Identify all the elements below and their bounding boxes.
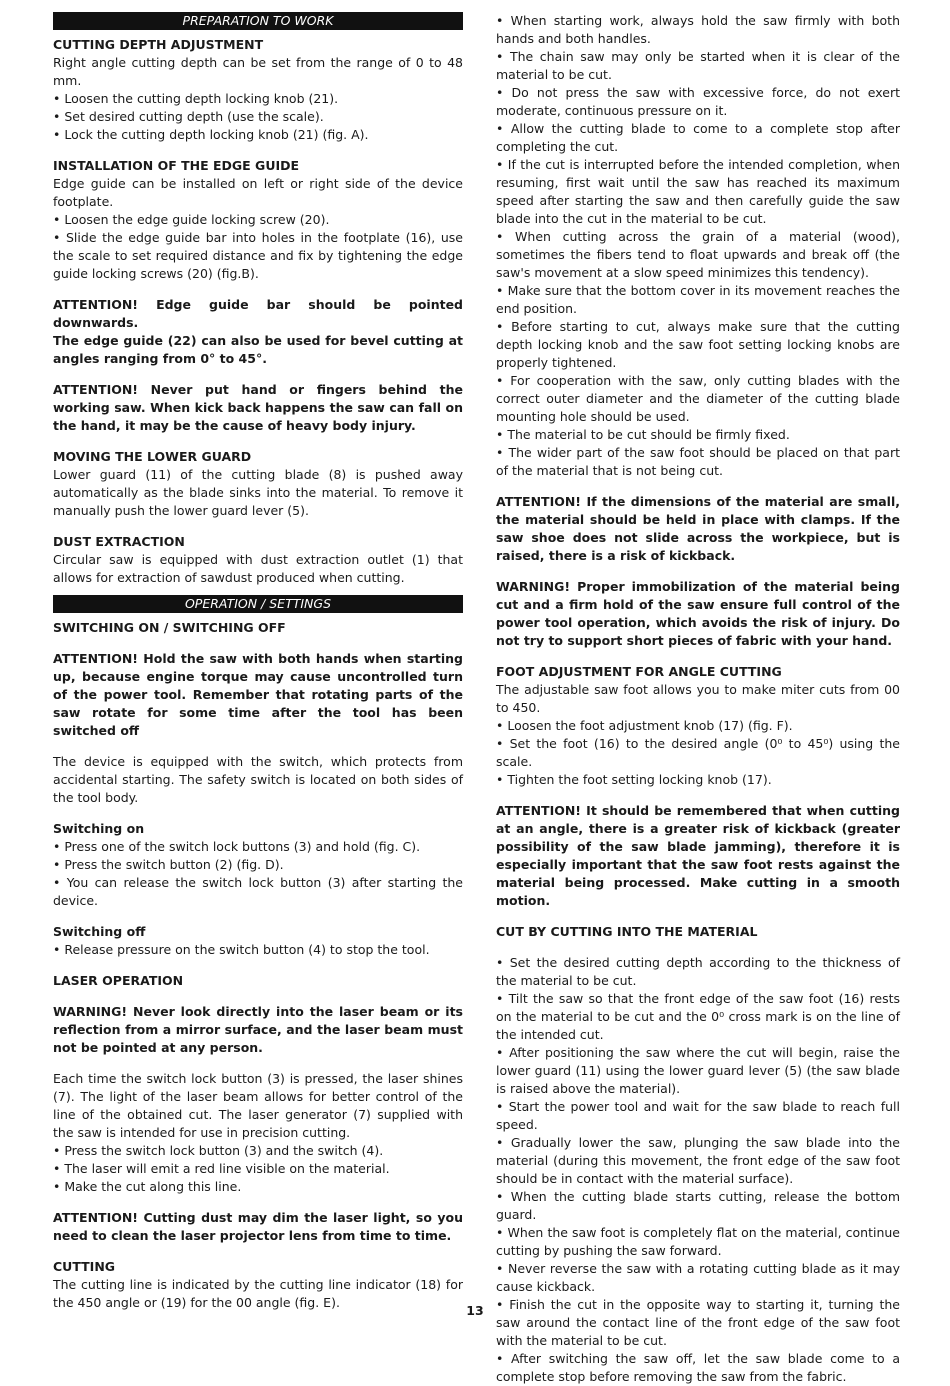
spacer <box>496 789 900 802</box>
body-paragraph: • Slide the edge guide bar into holes in the footplate (16), use the scale to set required distance and fix by tightening the edge guide locking screws (20) (fig.B). <box>53 230 463 281</box>
spacer <box>496 480 900 493</box>
body-paragraph: • The material to be cut should be firmly fixed. <box>496 427 790 442</box>
section-heading: Switching off <box>53 924 146 939</box>
spacer <box>53 637 463 650</box>
warning-paragraph: The edge guide (22) can also be used for bevel cutting at angles ranging from 0° to 45°. <box>53 333 463 366</box>
spacer <box>53 283 463 296</box>
spacer <box>53 144 463 157</box>
body-paragraph: • The laser will emit a red line visible on the material. <box>53 1161 390 1176</box>
body-paragraph: • Loosen the edge guide locking screw (20). <box>53 212 330 227</box>
body-paragraph: Circular saw is equipped with dust extraction outlet (1) that allows for extraction of sawdust produced when cutting. <box>53 552 463 585</box>
section-banner: OPERATION / SETTINGS <box>53 595 463 613</box>
body-paragraph: • When cutting across the grain of a material (wood), sometimes the fibers tend to float upwards and break off (the saw's movement at a slow speed minimizes this tendency). <box>496 229 900 280</box>
section-heading: FOOT ADJUSTMENT FOR ANGLE CUTTING <box>496 664 782 679</box>
body-paragraph: • Before starting to cut, always make sure that the cutting depth locking knob and the saw foot setting locking knobs are properly tightened. <box>496 319 900 370</box>
section-heading: CUTTING <box>53 1259 116 1274</box>
spacer <box>496 941 900 954</box>
warning-paragraph: ATTENTION! Cutting dust may dim the laser light, so you need to clean the laser projector lens from time to time. <box>53 1210 463 1243</box>
body-paragraph: Edge guide can be installed on left or right side of the device footplate. <box>53 176 463 209</box>
body-paragraph: • Loosen the cutting depth locking knob (21). <box>53 91 339 106</box>
spacer <box>496 650 900 663</box>
spacer <box>53 990 463 1003</box>
body-paragraph: • For cooperation with the saw, only cutting blades with the correct outer diameter and the diameter of the cutting blade mounting hole should be used. <box>496 373 900 424</box>
spacer <box>496 910 900 923</box>
body-paragraph: • After switching the saw off, let the saw blade come to a complete stop before removing the saw from the fabric. <box>496 1351 900 1384</box>
body-paragraph: The cutting line is indicated by the cutting line indicator (18) for the 450 angle or (19) for the 00 angle (fig. E). <box>53 1277 463 1310</box>
warning-paragraph: ATTENTION! Never put hand or fingers behind the working saw. When kick back happens the saw can fall on the hand, it may be the cause of heavy body injury. <box>53 382 463 433</box>
body-paragraph: • Allow the cutting blade to come to a complete stop after completing the cut. <box>496 121 900 154</box>
body-paragraph: • Set the desired cutting depth according to the thickness of the material to be cut. <box>496 955 900 988</box>
spacer <box>53 1196 463 1209</box>
warning-paragraph: ATTENTION! If the dimensions of the material are small, the material should be held in place with clamps. If the saw shoe does not slide across the workpiece, but is raised, there is a risk of kickback. <box>496 494 900 563</box>
body-paragraph: • Start the power tool and wait for the saw blade to reach full speed. <box>496 1099 900 1132</box>
body-paragraph: • The wider part of the saw foot should be placed on that part of the material that is not being cut. <box>496 445 900 478</box>
body-paragraph: • Tighten the foot setting locking knob (17). <box>496 772 772 787</box>
warning-paragraph: WARNING! Proper immobilization of the material being cut and a firm hold of the saw ensure full control of the power tool operation, which avoids the risk of injury. Do not try to support short pieces of fabric with your hand. <box>496 579 900 648</box>
section-heading: MOVING THE LOWER GUARD <box>53 449 252 464</box>
spacer <box>53 959 463 972</box>
body-paragraph: • Make sure that the bottom cover in its movement reaches the end position. <box>496 283 900 316</box>
spacer <box>53 435 463 448</box>
section-heading: CUTTING DEPTH ADJUSTMENT <box>53 37 264 52</box>
body-paragraph: • Tilt the saw so that the front edge of the saw foot (16) rests on the material to be cut and the 0⁰ cross mark is on the line of the intended cut. <box>496 991 900 1042</box>
warning-paragraph: ATTENTION! It should be remembered that when cutting at an angle, there is a greater risk of kickback (greater possibility of the saw blade jamming), therefore it is especially important that the saw foot rests against the material being processed. Make cutting in a smooth motion. <box>496 803 900 908</box>
section-banner: PREPARATION TO WORK <box>53 12 463 30</box>
section-heading: DUST EXTRACTION <box>53 534 185 549</box>
section-heading: INSTALLATION OF THE EDGE GUIDE <box>53 158 300 173</box>
section-heading: SWITCHING ON / SWITCHING OFF <box>53 620 286 635</box>
section-heading: Switching on <box>53 821 145 836</box>
section-heading: LASER OPERATION <box>53 973 184 988</box>
body-paragraph: • Do not press the saw with excessive force, do not exert moderate, continuous pressure on it. <box>496 85 900 118</box>
spacer <box>53 1057 463 1070</box>
body-paragraph: The device is equipped with the switch, which protects from accidental starting. The safety switch is located on both sides of the tool body. <box>53 754 463 805</box>
body-paragraph: • Set the foot (16) to the desired angle (0⁰ to 45⁰) using the scale. <box>496 736 900 769</box>
spacer <box>53 1245 463 1258</box>
spacer <box>53 587 463 595</box>
body-paragraph: • After positioning the saw where the cut will begin, raise the lower guard (11) using the lower guard lever (5) (the saw blade is raised above the material). <box>496 1045 900 1096</box>
body-paragraph: • You can release the switch lock button (3) after starting the device. <box>53 875 463 908</box>
body-paragraph: • Never reverse the saw with a rotating cutting blade as it may cause kickback. <box>496 1261 900 1294</box>
warning-paragraph: ATTENTION! Edge guide bar should be pointed downwards. <box>53 297 463 330</box>
section-heading: CUT BY CUTTING INTO THE MATERIAL <box>496 924 758 939</box>
left-column <box>53 12 463 1312</box>
body-paragraph: The adjustable saw foot allows you to make miter cuts from 00 to 450. <box>496 682 900 715</box>
spacer <box>53 807 463 820</box>
body-paragraph: • Make the cut along this line. <box>53 1179 242 1194</box>
body-paragraph: • Loosen the foot adjustment knob (17) (fig. F). <box>496 718 793 733</box>
body-paragraph: • Press the switch button (2) (fig. D). <box>53 857 284 872</box>
body-paragraph: • Press one of the switch lock buttons (3) and hold (fig. C). <box>53 839 421 854</box>
spacer <box>53 520 463 533</box>
spacer <box>53 740 463 753</box>
body-paragraph: • Finish the cut in the opposite way to starting it, turning the saw around the contact line of the front edge of the saw foot with the material to be cut. <box>496 1297 900 1348</box>
body-paragraph: • If the cut is interrupted before the intended completion, when resuming, first wait until the saw has reached its maximum speed after starting the saw and then carefully guide the saw blade into the cut in the material to be cut. <box>496 157 900 226</box>
spacer <box>53 910 463 923</box>
spacer <box>53 368 463 381</box>
body-paragraph: • Gradually lower the saw, plunging the saw blade into the material (during this movement, the front edge of the saw foot should be in contact with the material surface). <box>496 1135 900 1186</box>
body-paragraph: • Set desired cutting depth (use the scale). <box>53 109 324 124</box>
body-paragraph: Lower guard (11) of the cutting blade (8) is pushed away automatically as the blade sinks into the material. To remove it manually push the lower guard lever (5). <box>53 467 463 518</box>
body-paragraph: • Release pressure on the switch button (4) to stop the tool. <box>53 942 430 957</box>
spacer <box>496 565 900 578</box>
body-paragraph: Right angle cutting depth can be set from the range of 0 to 48 mm. <box>53 55 463 88</box>
body-paragraph: • Lock the cutting depth locking knob (21) (fig. A). <box>53 127 369 142</box>
page-number: 13 <box>466 1303 484 1318</box>
warning-paragraph: ATTENTION! Hold the saw with both hands when starting up, because engine torque may cause uncontrolled turn of the power tool. Remember that rotating parts of the saw rotate for some time after the tool has been switched off <box>53 651 463 738</box>
body-paragraph: Each time the switch lock button (3) is pressed, the laser shines (7). The light of the laser beam allows for better control of the line of the obtained cut. The laser generator (7) supplied with the saw is intended for use in precision cutting. <box>53 1071 463 1140</box>
body-paragraph: • When starting work, always hold the saw firmly with both hands and both handles. <box>496 13 900 46</box>
warning-paragraph: WARNING! Never look directly into the laser beam or its reflection from a mirror surface, and the laser beam must not be pointed at any person. <box>53 1004 463 1055</box>
body-paragraph: • When the cutting blade starts cutting, release the bottom guard. <box>496 1189 900 1222</box>
right-column <box>496 12 900 1386</box>
body-paragraph: • When the saw foot is completely flat on the material, continue cutting by pushing the saw forward. <box>496 1225 900 1258</box>
body-paragraph: • Press the switch lock button (3) and the switch (4). <box>53 1143 384 1158</box>
body-paragraph: • The chain saw may only be started when it is clear of the material to be cut. <box>496 49 900 82</box>
